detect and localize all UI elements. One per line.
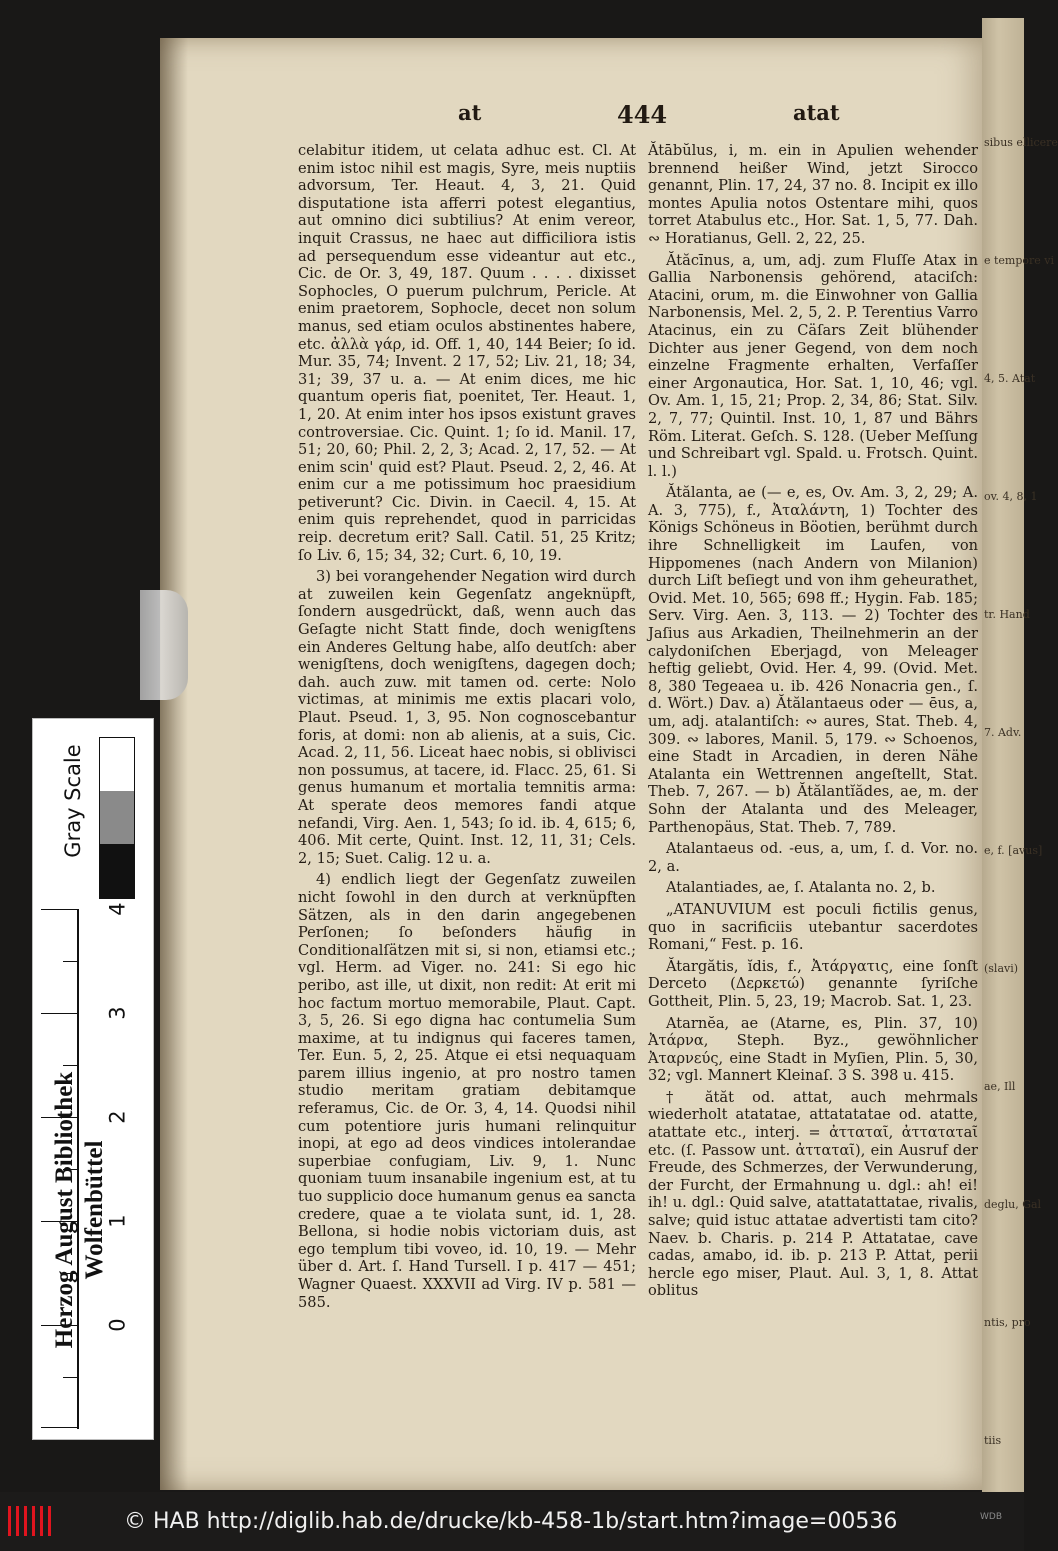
page-gutter-shadow: [160, 38, 188, 1490]
running-head-right: atat: [793, 100, 840, 125]
gray-scale-patches: [99, 737, 135, 899]
library-name-line-1: Herzog August Bibliothek: [51, 1071, 78, 1349]
hab-logo-icon: [8, 1506, 118, 1536]
library-name-line-2: Wolfenbüttel: [81, 1140, 108, 1280]
dictionary-entry: Ătābŭlus, i, m. ein in Apulien wehender brennend heißer Wind, jetzt Sirocco genannt, Plin. 17, 24, 37 no. 8. Incipit ex illo montes Apulia notos Ostentare mihi, quos torret Atabulus etc., Hor. Sat. 1, 5, 77. Dah. ∾ Horatianus, Gell. 2, 22, 25.: [648, 142, 978, 247]
paragraph: celabitur itidem, ut celata adhuc est. Cl. At enim istoc nihil est magis, Syre, meis nuptiis advorsum, Ter. Heaut. 4, 3, 21. Quid disputatione ista afferri potest elegantius, aut omnino dici subtilius? At enim vereor, inquit Crassus, ne haec aut difficiliora istis ad persequendum esse videantur aut etc., Cic. de Or. 3, 49, 187. Quum . . . . dixisset Sophocles, O puerum pulchrum, Pericle. At enim praetorem, Sophocle, decet non solum manus, sed etiam oculos abstinentes habere, etc. ἀλλὰ γάρ, id. Off. 1, 40, 144 Beier; ſo id. Mur. 35, 74; Invent. 2 17, 52; Liv. 21, 18; 34, 31; 39, 37 u. a. — At enim dices, me hic quantum operis fiat, poenitet, Ter. Heaut. 1, 1, 20. At enim inter hos ipsos existunt graves controversiae. Cic. Quint. 1; ſo id. Manil. 17, 51; 20, 60; Phil. 2, 2, 3; Acad. 2, 17, 52. — At enim scin' quid est? Plaut. Pseud. 2, 2, 46. At enim cur a me potissimum hoc praesidium petiverunt? Cic. Divin. in Caecil. 4, 15. At enim quis reprehendet, quod in parricidas reip. decretum erit? Sall. Catil. 51, 25 Kritz; ſo Liv. 6, 15; 34, 32; Curt. 6, 10, 19.: [298, 142, 636, 564]
ruler-number: 0: [105, 1318, 130, 1332]
dictionary-entry: Ătălanta, ae (— e, es, Ov. Am. 3, 2, 29; A. A. 3, 775), f., Ἀταλάντη, 1) Tochter des Königs Schöneus in Böotien, berühmt durch ihre Schnelligkeit im Laufen, von Hippomenes (nach Andern von Milanion) durch Liſt beſiegt und von ihm geheurathet, Ovid. Met. 10, 565; 698 ff.; Hygin. Fab. 185; Serv. Virg. Aen. 3, 113. — 2) Tochter des Jaſius aus Arkadien, Theilnehmerin an der calydoniſchen Eberjagd, von Meleager heftig geliebt, Ovid. Her. 4, 99. (Ovid. Met. 8, 380 Tegeaea u. ib. 426 Nonacria gen., ſ. d. Wört.) Dav. a) Ătălantaeus oder — ēus, a, um, adj. atalantiſch: ∾ aures, Stat. Theb. 4, 309. ∾ labores, Manil. 5, 179. ∾ Schoenos, eine Stadt in Arcadien, in deren Nähe Atalanta ein Wettrennen angeſtellt, Stat. Theb. 7, 267. — b) Ătălantĭădes, ae, m. der Sohn der Atalanta und des Meleager, Parthenopäus, Stat. Theb. 7, 789.: [648, 484, 978, 836]
adjacent-page-fragment: ae, Ill: [984, 1080, 1016, 1093]
adjacent-page-fragment: ov. 4, 8, 1: [984, 490, 1038, 503]
adjacent-page-fragment: e tempore vi: [984, 254, 1055, 267]
adjacent-page-fragment: sibus ellicere: [984, 136, 1058, 149]
adjacent-page-fragment: tr. Hand: [984, 608, 1030, 621]
right-text-column: [648, 142, 978, 1300]
ruler-number: 2: [105, 1110, 130, 1124]
adjacent-page-fragment: 4, 5. Atat: [984, 372, 1036, 385]
copyright-url[interactable]: © HAB http://diglib.hab.de/drucke/kb-458-1b/start.htm?image=00536: [124, 1509, 898, 1534]
dictionary-entry: Ătargătis, ĭdis, f., Ἀτάργατις, eine ſonſt Derceto (Δερκετώ) genannte ſyriſche Gottheit, Plin. 5, 23, 19; Macrob. Sat. 1, 23.: [648, 957, 978, 1010]
adjacent-page-fragment: deglu, Gal: [984, 1198, 1042, 1211]
footer-mark: WDB: [979, 1512, 1002, 1522]
page-clip: [140, 590, 188, 700]
adjacent-page-fragment: (slavi): [984, 962, 1019, 975]
dictionary-entry: Atarnĕa, ae (Atarne, es, Plin. 37, 10) Ἀτάρνα, Steph. Byz., gewöhnlicher Ἀταρνεύς, eine Stadt in Myſien, Plin. 5, 30, 32; vgl. Mannert Kleinaſ. 3 S. 398 u. 415.: [648, 1014, 978, 1085]
adjacent-page-edge: [982, 18, 1058, 1492]
adjacent-page-fragment: ntis, pro: [984, 1316, 1031, 1329]
adjacent-page-fragment: tiis: [984, 1434, 1002, 1447]
ruler-number: 3: [105, 1006, 130, 1020]
dictionary-entry: Atalantaeus od. -eus, a, um, ſ. d. Vor. no. 2, a.: [648, 840, 978, 875]
gray-scale-label: Gray Scale: [61, 744, 85, 858]
paragraph: 3) bei vorangehender Negation wird durch at zuweilen kein Gegenſatz angeknüpft, ſondern ausgedrückt, daß, wenn auch das Geſagte nicht Statt finde, doch wenigſtens ein Anderes Geltung habe, alſo deutſch: aber wenigſtens, doch wenigſtens, dagegen doch; dah. auch zuw. mit tamen od. certe: Nolo victimas, at minimis me extis placari volo, Plaut. Pseud. 1, 3, 95. Non cognoscebantur foris, at domi: non ab alienis, at a suis, Cic. Acad. 2, 11, 56. Liceat haec nobis, si oblivisci non possumus, at tacere, id. Flacc. 25, 61. Si genus humanum et mortalia temnitis arma: At sperate deos memores fandi atque nefandi, Virg. Aen. 1, 543; ſo id. ib. 4, 615; 6, 406. Mit certe, Quint. Inst. 12, 11, 31; Cels. 2, 15; Suet. Calig. 12 u. a.: [298, 568, 636, 867]
adjacent-page-fragment: e, f. [avus]: [984, 844, 1043, 857]
dictionary-entry: Ătăcīnus, a, um, adj. zum Fluſſe Atax in Gallia Narbonensis gehörend, ataciſch: Atacini, orum, m. die Einwohner von Gallia Narbonensis, Mel. 2, 5, 2. P. Terentius Varro Atacinus, ein zu Cäſars Zeit blühender Dichter aus jener Gegend, von dem noch einzelne Fragmente erhalten, Verfaſſer einer Argonautica, Hor. Sat. 1, 10, 46; vgl. Ov. Am. 1, 15, 21; Prop. 2, 34, 86; Stat. Silv. 2, 7, 77; Quintil. Inst. 10, 1, 87 und Bährs Röm. Literat. Geſch. S. 128. (Ueber Meſſung und Schreibart vgl. Spald. u. Frotsch. Quint. l. l.): [648, 251, 978, 480]
ruler-number: 1: [105, 1214, 130, 1228]
adjacent-page-fragment: 7. Adv.: [984, 726, 1022, 739]
ruler-number: 4: [105, 902, 130, 916]
dictionary-entry: Atalantiades, ae, ſ. Atalanta no. 2, b.: [666, 879, 936, 897]
running-head-left: at: [458, 100, 482, 125]
library-name: [50, 990, 110, 1430]
footer-bar: [0, 1492, 1024, 1551]
left-text-column: [298, 142, 636, 1311]
paragraph: 4) endlich liegt der Gegenſatz zuweilen nicht ſowohl in den durch at verknüpften Sätzen, als in den darin angegebenen Perſonen; ſo beſonders häufig in Conditionalſätzen mit si, si non, etiamsi etc.; vgl. Herm. ad Viger. no. 241: Si ego hic peribo, ast ille, ut dixit, non redit: At erit mi hoc factum mortuo memorabile, Plaut. Capt. 3, 5, 26. Si ego digna hac contumelia Sum maxime, at tu indignus qui faceres tamen, Ter. Eun. 5, 2, 25. Atque ei etsi nequaquam parem illius ingenio, at pro nostro tamen studio meritam gratiam debitamque referamus, Cic. de Or. 3, 4, 14. Quodsi nihil cum potentiore juris humani relinquitur inopi, at ego ad deos vindices intolerandae superbiae confugiam, Liv. 9, 1. Nunc quoniam tuum insanabile ingenium est, at tu tuo supplicio doce humanum genus ea sancta credere, quae a te violata sunt, id. 1, 28. Bellona, si hodie nobis victoriam duis, ast ego templum tibi voveo, id. 10, 19. — Mehr über d. Art. ſ. Hand Tursell. I p. 417 — 451; Wagner Quaest. XXXVII ad Virg. IV p. 581 — 585.: [298, 871, 636, 1311]
dictionary-entry: † ătăt od. attat, auch mehrmals wiederholt atatatae, attatatatae od. atatte, atattate etc., interj. = ἀτταταῖ, ἀττατατaῖ etc. (ſ. Passow unt. ἀτταταῖ), ein Ausruf der Freude, des Schmerzes, der Verwunderung, der Furcht, der Ermahnung u. dgl.: ah! ei! ih! u. dgl.: Quid salve, atattatattatae, rivalis, salve; quid istuc attatae advertisti tam cito? Naev. b. Charis. p. 214 P. Attatatae, cave cadas, amabo, id. ib. p. 213 P. Attat, perii hercle ego miser, Plaut. Aul. 3, 1, 8. Attat oblitus: [648, 1088, 978, 1300]
page-number: 444: [617, 100, 668, 129]
dictionary-entry: „ATANUVIUM est poculi fictilis genus, quo in sacrificiis utebantur sacerdotes Romani,“ Fest. p. 16.: [648, 900, 978, 954]
